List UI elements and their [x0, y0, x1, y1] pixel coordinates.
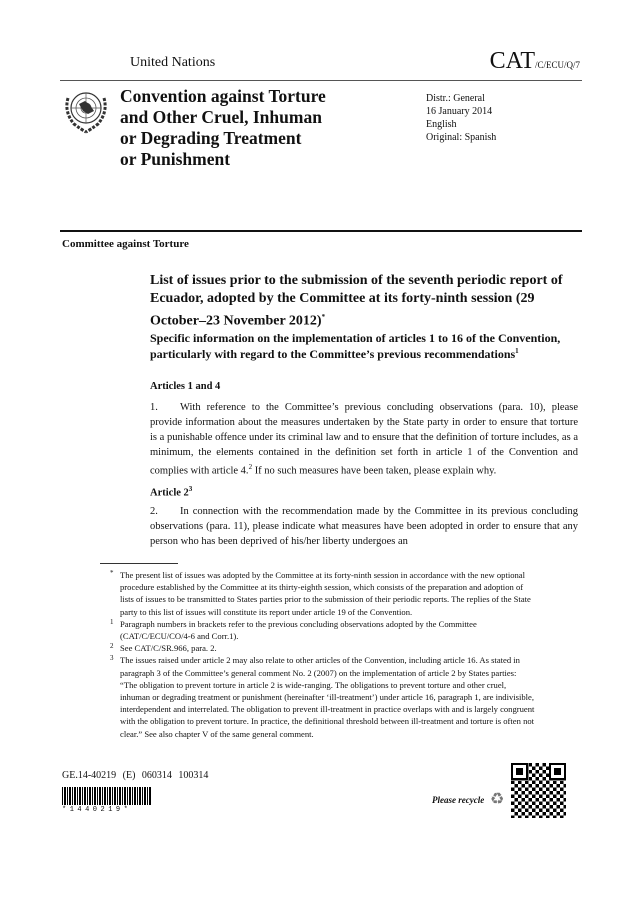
recycle-icon: ♻	[490, 791, 505, 808]
job-number: GE.14-40219 (E) 060314 100314	[62, 770, 209, 781]
paragraph-text: In connection with the recommendation made by the Committee in its previous concluding observations (para. 11), please indicate what measures have been adopted in order to ensure that any person who has been deprived of his/her liberty undergoes an	[150, 506, 578, 547]
footnote-text: Paragraph numbers in brackets refer to the previous concluding observations adopted by the Committee (CAT/C/ECU/CO/4-6 and Corr.1).	[120, 618, 477, 642]
footnote-mark: *	[110, 569, 114, 577]
distribution-info	[426, 92, 496, 144]
please-recycle: Please recycle	[432, 795, 485, 805]
qr-code-icon	[511, 763, 566, 818]
footnote-ref: 2	[248, 463, 253, 471]
heading-text: Articles 1 and 4	[150, 381, 221, 392]
un-emblem-icon	[62, 86, 110, 134]
footnote-rule	[100, 563, 178, 564]
footnote	[110, 569, 535, 618]
barcode-text: *1440219*	[62, 806, 132, 814]
footnote-mark: 1	[110, 617, 114, 626]
distr-line: Distr.: General	[426, 93, 485, 104]
barcode-icon	[62, 787, 152, 805]
footnote-ref: 3	[188, 485, 193, 493]
header-rule	[60, 80, 582, 81]
symbol-rest: /C/ECU/Q/7	[534, 60, 580, 70]
title-line: or Degrading Treatment	[120, 128, 302, 148]
footnote-text: The issues raised under article 2 may also relate to other articles of the Convention, including article 16. As stated in paragraph 3 of the Committee’s general comment No. 2 (2007) on the implementation of article 2 by States parties: “The obligation to prevent torture in article 2 is wide-ranging. The obligations to prevent torture and other cruel, inhuman or degrading treatment or punishment (hereinafter ‘ill-treatment’) under article 16, paragraph 1, are indivisible, interdependent and interrelated. The obligation to prevent ill-treatment in practice overlaps with and is largely congruent with the obligation to prevent torture. In practice, the definitional threshold between ill-treatment and torture is often not clear.” See also chapter V of the same general comment.	[120, 655, 535, 739]
date-line: 16 January 2014	[426, 106, 493, 117]
symbol-main: CAT	[489, 48, 535, 74]
footnote-mark: 2	[110, 642, 114, 651]
original-line: Original: Spanish	[426, 132, 497, 143]
title-line: or Punishment	[120, 149, 231, 169]
title-line: Convention against Torture	[120, 86, 326, 106]
language-line: English	[426, 119, 457, 130]
footnotes	[110, 569, 535, 740]
paragraph	[150, 504, 578, 549]
specific-heading-text: Specific information on the implementation of articles 1 to 16 of the Convention, particularly with regard to the Committee’s previous recommendations	[150, 331, 561, 361]
document-title-text: List of issues prior to the submission of the seventh periodic report of Ecuador, adopted by the Committee at its forty-ninth session (29 October–23 November 2012)	[150, 273, 563, 329]
paragraph-text: With reference to the Committee’s previous concluding observations (para. 10), please provide information about the measures undertaken by the State party in order to ensure that torture is a punishable offence under its criminal law and to ensure that the definition of torture includes, as a minimum, the elements contained in the definition set forth in article 1 of the Convention and complies with article 4.	[150, 402, 578, 477]
footnote-ref: 1	[515, 347, 519, 355]
paragraph	[150, 400, 578, 479]
section-heading	[150, 485, 192, 499]
footnote-ref: *	[321, 313, 326, 321]
committee-name: Committee against Torture	[62, 238, 189, 250]
paragraph-text: If no such measures have been taken, please explain why.	[252, 465, 497, 477]
section-heading	[150, 381, 220, 392]
footnote-mark: 3	[110, 654, 114, 663]
thick-rule	[60, 230, 582, 232]
footnote	[110, 654, 535, 739]
title-line: and Other Cruel, Inhuman	[120, 107, 322, 127]
footnote	[110, 618, 535, 642]
specific-heading	[150, 332, 570, 361]
heading-text: Article 2	[150, 487, 189, 499]
footnote	[110, 642, 535, 654]
document-symbol	[490, 48, 580, 75]
convention-title	[120, 86, 390, 170]
organization: United Nations	[130, 55, 216, 70]
document-title	[150, 272, 580, 331]
footnote-text: See CAT/C/SR.966, para. 2.	[120, 643, 217, 654]
paragraph-number: 1.	[150, 402, 158, 413]
footnote-text: The present list of issues was adopted by the Committee at its forty-ninth session in accordance with the new optional procedure established by the Committee at its thirty-eighth session, which consists of the preparation and adoption of lists of issues to be transmitted to States parties prior to the submission of their periodic reports. The replies of the State party to this list of issues will constitute its report under article 19 of the Convention.	[120, 570, 531, 617]
paragraph-number: 2.	[150, 506, 158, 517]
